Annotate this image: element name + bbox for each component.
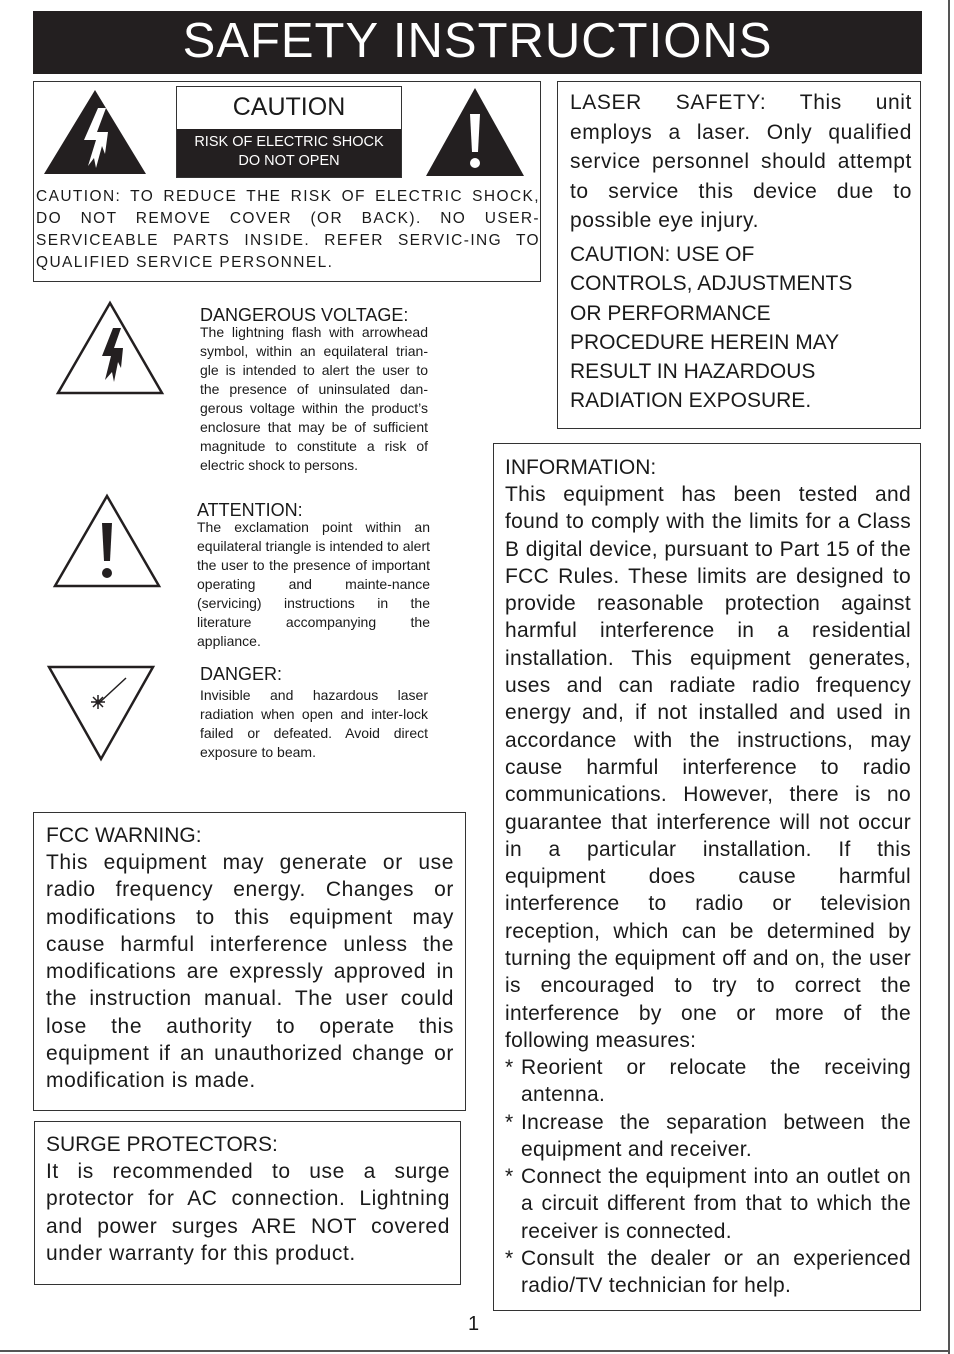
caution-box [33, 81, 541, 282]
list-item [505, 1054, 911, 1109]
information-text: This equipment has been tested and found to comply with the limits for a Class B digital device, pursuant to Part 15 of the FCC Rules. These limits are designed to provide reasonable protection against harmful interference in a residential installation. This equipment generates, uses and can radiate radio frequency energy and, if not installed and used in accordance with the instructions, may cause harmful interference to radio communications. However, there is no guarantee that interference will not occur in a particular installation. If this equipment does cause harmful interference to radio or television reception, which can be determined by turning the equipment off and on, the user is encouraged to try to correct the interference by one or more of the following measures: [505, 483, 911, 1052]
caution-label [176, 86, 402, 178]
information-box [493, 443, 921, 1311]
dangerous-voltage-text: The lightning flash with arrowhead symbol, within an equilateral trian-gle is intended to alert the user to the presence of uninsulated dan-gerous voltage within the product’s enclosure that may be of sufficient magnitude to constitute a risk of electric shock to persons. [200, 324, 428, 473]
caution-text: CAUTION: TO REDUCE THE RISK OF ELECTRIC SHOCK, DO NOT REMOVE COVER (OR BACK). NO USER-SERVICEABLE PARTS INSIDE. REFER SERVIC-ING TO QUALIFIED SERVICE PERSONNEL. [36, 188, 540, 271]
page-edge [948, 0, 950, 1354]
dangerous-voltage-heading: DANGEROUS VOLTAGE: [200, 305, 409, 325]
caution-sub-line: RISK OF ELECTRIC SHOCK [194, 134, 384, 150]
laser-safety-text: LASER SAFETY: This unit employs a laser. Only qualified service personnel should attempt to service this device due to possible eye injury. [570, 91, 912, 232]
measure-text: Consult the dealer or an experienced radio/TV technician for help. [521, 1247, 911, 1298]
list-item [505, 1163, 911, 1245]
measure-text: Increase the separation between the equipment and receiver. [521, 1110, 911, 1161]
surge-protectors-text: It is recommended to use a surge protector for AC connection. Lightning and power surges ARE NOT covered under warranty for this product. [46, 1160, 450, 1265]
lightning-triangle-icon [42, 88, 148, 176]
information-heading: INFORMATION: [505, 456, 657, 479]
bullet: * [505, 1165, 514, 1189]
laser-caution-line: CONTROLS, ADJUSTMENTS [570, 272, 853, 296]
laser-caution-line: CAUTION: USE OF [570, 243, 755, 266]
laser-caution-line: RADIATION EXPOSURE. [570, 389, 812, 413]
page-edge [0, 1350, 950, 1352]
list-item [505, 1109, 911, 1164]
page-number: 1 [468, 1313, 480, 1335]
bullet: * [505, 1110, 514, 1134]
laser-triangle-icon [46, 664, 156, 762]
laser-safety-box [557, 81, 921, 429]
exclamation-triangle-icon [424, 86, 526, 178]
fcc-warning-box [33, 812, 466, 1111]
laser-caution-line: OR PERFORMANCE [570, 301, 771, 325]
caution-title: CAUTION [232, 93, 346, 121]
measure-text: Connect the equipment into an outlet on a circuit different from that to which the receiver is connected. [521, 1165, 911, 1243]
attention-text: The exclamation point within an equilateral triangle is intended to alert the user to the presence of important operating and mainte-nance (servicing) instructions in the literature accompanying the appliance. [197, 519, 430, 649]
bullet: * [505, 1247, 514, 1271]
lightning-triangle-icon [55, 300, 165, 396]
attention-heading: ATTENTION: [197, 500, 303, 520]
surge-protectors-box [34, 1121, 461, 1285]
laser-caution-line: RESULT IN HAZARDOUS [570, 360, 816, 384]
surge-protectors-heading: SURGE PROTECTORS: [46, 1133, 278, 1156]
danger-heading: DANGER: [200, 664, 283, 684]
fcc-warning-text: This equipment may generate or use radio frequency energy. Changes or modifications to this equipment may cause harmful interference unless the modifications are expressly approved in the instruction manual. The user could lose the authority to operate this equipment if an unauthorized change or modification is made. [46, 851, 454, 1093]
measures-list [505, 1054, 911, 1300]
caution-sub-line: DO NOT OPEN [238, 153, 340, 169]
list-item [505, 1245, 911, 1300]
exclamation-triangle-icon [52, 493, 162, 589]
caution-subtitle [177, 129, 401, 177]
laser-caution-text [570, 240, 912, 416]
danger-text: Invisible and hazardous laser radiation when open and inter-lock failed or defeated. Avoid direct exposure to beam. [200, 687, 428, 760]
bullet: * [505, 1056, 514, 1079]
page-title: SAFETY INSTRUCTIONS [33, 11, 922, 74]
fcc-warning-heading: FCC WARNING: [46, 824, 202, 847]
measure-text: Reorient or relocate the receiving antenna. [521, 1056, 911, 1107]
laser-caution-line: PROCEDURE HEREIN MAY [570, 330, 840, 354]
